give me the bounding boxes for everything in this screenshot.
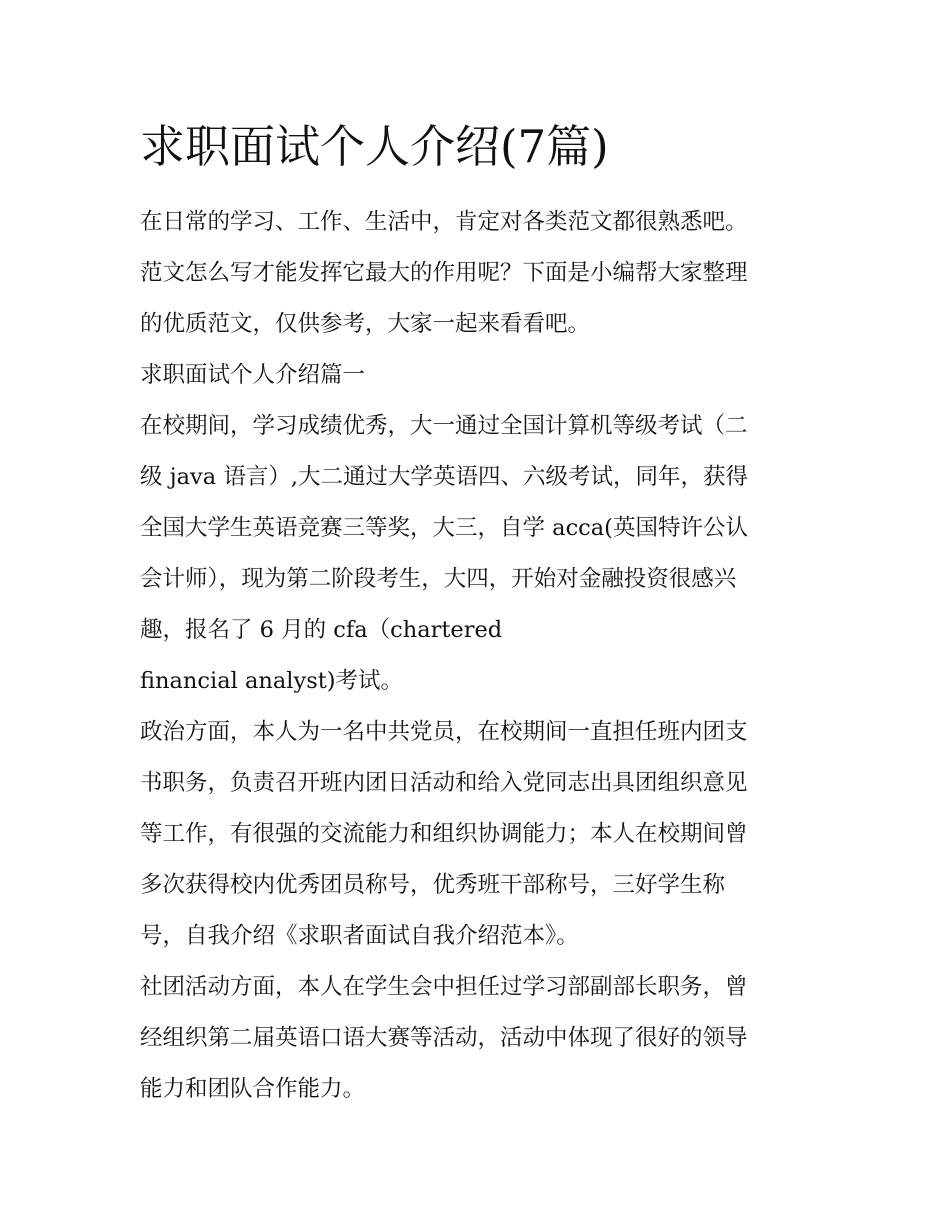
paragraph-1-line-3: 全国大学生英语竞赛三等奖，大三，自学 acca(英国特许公认 <box>140 515 748 541</box>
intro-line-3: 的优质范文，仅供参考，大家一起来看看吧。 <box>140 311 591 337</box>
paragraph-2-line-3: 等工作，有很强的交流能力和组织协调能力；本人在校期间曾 <box>140 821 748 847</box>
paragraph-2-line-5: 号，自我介绍《求职者面试自我介绍范本》。 <box>140 923 579 949</box>
paragraph-1-line-4: 会计师），现为第二阶段考生，大四，开始对金融投资很感兴 <box>140 566 737 592</box>
paragraph-1-line-5: 趣，报名了 6 月的 cfa（chartered <box>140 617 503 643</box>
paragraph-1-line-6: financial analyst)考试。 <box>140 668 404 694</box>
intro-line-1: 在日常的学习、工作、生活中，肯定对各类范文都很熟悉吧。 <box>140 209 748 235</box>
paragraph-2-line-4: 多次获得校内优秀团员称号，优秀班干部称号，三好学生称 <box>140 872 726 898</box>
section-heading-1: 求职面试个人介绍篇一 <box>140 362 366 388</box>
paragraph-3-line-1: 社团活动方面，本人在学生会中担任过学习部副部长职务，曾 <box>140 974 748 1000</box>
paragraph-1-line-1: 在校期间，学习成绩优秀，大一通过全国计算机等级考试（二 <box>140 413 748 439</box>
intro-line-2: 范文怎么写才能发挥它最大的作用呢？下面是小编帮大家整理 <box>140 260 748 286</box>
paragraph-1-line-2: 级 java 语言）,大二通过大学英语四、六级考试，同年，获得 <box>140 464 748 490</box>
document-body <box>140 197 820 1115</box>
paragraph-3-line-2: 经组织第二届英语口语大赛等活动，活动中体现了很好的领导 <box>140 1025 748 1051</box>
paragraph-3-line-3: 能力和团队合作能力。 <box>140 1076 366 1102</box>
paragraph-2-line-1: 政治方面，本人为一名中共党员，在校期间一直担任班内团支 <box>140 719 748 745</box>
paragraph-2-line-2: 书职务，负责召开班内团日活动和给入党同志出具团组织意见 <box>140 770 748 796</box>
document-title: 求职面试个人介绍(7篇) <box>140 120 609 173</box>
